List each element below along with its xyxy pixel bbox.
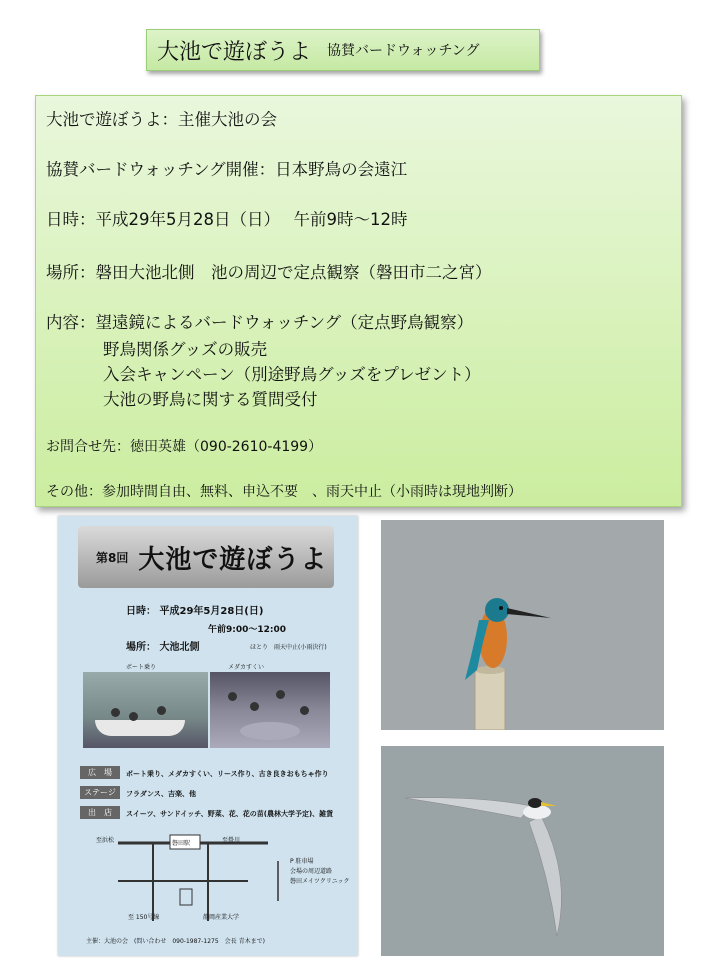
tern-cap xyxy=(528,798,542,808)
content-text-1: 内容：望遠鏡によるバードウォッチング（定点野鳥観察） xyxy=(46,313,474,332)
flyer-banner xyxy=(78,526,334,588)
tern-photo xyxy=(381,746,664,956)
person-figure xyxy=(300,706,309,715)
tern-beak xyxy=(541,802,557,806)
kingfisher-beak xyxy=(507,608,551,618)
flyer-photo2-caption: メダカすくい xyxy=(228,664,265,671)
other-text: その他：参加時間自由、無料、申込不要 、雨天中止（小雨時は現地判断） xyxy=(46,484,522,500)
map-label-right: 至掛川 xyxy=(222,837,241,844)
organizer-text: 大池で遊ぼうよ：主催大池の会 xyxy=(46,110,277,129)
page-title: 大池で遊ぼうよ xyxy=(157,39,312,65)
contact-text: お問合せ先：徳田英雄（090-2610-4199） xyxy=(46,439,323,455)
content-text-4: 大池の野鳥に関する質問受付 xyxy=(103,390,318,409)
boat-shape xyxy=(95,720,185,736)
flyer-date: 日時： 平成29年5月28日(日) xyxy=(126,606,264,617)
person-figure xyxy=(276,690,285,699)
person-figure xyxy=(157,706,166,715)
boat-photo xyxy=(83,672,208,748)
content-text-2: 野鳥関係グッズの販売 xyxy=(103,340,268,359)
place-text: 場所：磐田大池北側 池の周辺で定点観察（磐田市二之宮） xyxy=(46,263,492,282)
map-legend-parking: P 駐車場 xyxy=(290,858,314,865)
map-label-station: 磐田駅 xyxy=(172,840,191,847)
map-label-road: 至 150号線 xyxy=(128,914,160,921)
content-text-3: 入会キャンペーン（別途野鳥グッズをプレゼント） xyxy=(103,365,481,384)
flyer-place-note: ほとり 雨天中止(小雨決行) xyxy=(250,644,327,651)
kingfisher-head xyxy=(485,598,509,622)
flyer-title: 大池で遊ぼうよ xyxy=(138,544,328,575)
flyer-tag-shops: 出 店 xyxy=(80,806,120,819)
flyer-footer: 主催：大池の会 (問い合わせ 090-1987-1275 会長 青木まで) xyxy=(86,938,265,945)
flyer-row-plaza: ボート乗り、メダカすくい、リース作り、古き良きおもちゃ作り xyxy=(126,770,329,778)
map-venue xyxy=(180,889,192,905)
title-banner xyxy=(146,29,540,71)
page-subtitle: 協賛バードウォッチング xyxy=(327,43,480,59)
person-figure xyxy=(250,702,259,711)
kingfisher-eye xyxy=(499,606,503,610)
person-figure xyxy=(111,708,120,717)
person-figure xyxy=(228,692,237,701)
flyer-time: 午前9:00〜12:00 xyxy=(208,625,287,635)
kingfisher-drawing xyxy=(381,520,664,730)
flyer-tag-plaza: 広 場 xyxy=(80,766,120,779)
flyer-row-shops: スイーツ、サンドイッチ、野菜、花、花の苗(農林大学予定)、雑貨 xyxy=(126,810,334,818)
flyer-tag-stage: ステージ xyxy=(80,786,120,799)
pool-shape xyxy=(240,722,300,740)
map-legend-2: 磐田メイツクリニック xyxy=(290,878,350,885)
datetime-text: 日時：平成29年5月28日（日） 午前9時～12時 xyxy=(46,210,408,229)
flyer-number: 第8回 xyxy=(96,550,129,565)
map-legend-1: 会場の周辺道路 xyxy=(290,868,333,875)
flyer-photo1-caption: ボート乗り xyxy=(126,664,157,671)
flyer-place: 場所： 大池北側 xyxy=(126,642,200,653)
flyer-row-stage: フラダンス、吉楽、他 xyxy=(126,790,196,798)
kingfisher-photo xyxy=(381,520,664,730)
map-label-univ: 静岡産業大学 xyxy=(203,914,240,921)
tern-right-wing xyxy=(529,816,561,936)
medaka-photo xyxy=(210,672,330,748)
cosponsor-text: 協賛バードウォッチング開催：日本野鳥の会遠江 xyxy=(46,160,408,179)
event-info-box xyxy=(35,95,682,507)
person-figure xyxy=(129,712,138,721)
wooden-post xyxy=(475,670,505,730)
map-label-left: 至浜松 xyxy=(96,837,115,844)
tern-drawing xyxy=(381,746,664,956)
tern-left-wing xyxy=(405,798,531,818)
event-flyer-image xyxy=(58,516,358,956)
